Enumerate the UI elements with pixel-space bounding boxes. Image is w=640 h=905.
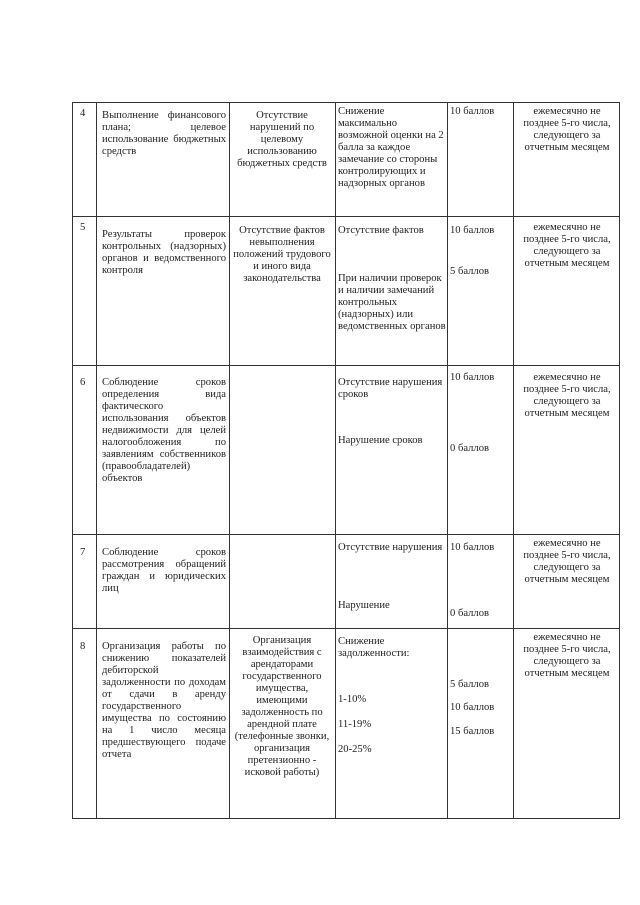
period-text: ежемесячно не позднее 5-го числа, следующего за отчетным месяцем (523, 372, 611, 419)
row-number: 8 (80, 641, 86, 652)
condition-text: Отсутствие фактов невыполнения положений трудового и иного вида законодательства (233, 225, 331, 284)
indicator-text: 11-19% (338, 719, 372, 730)
score-value: 0 баллов (450, 608, 490, 619)
score-value: 10 баллов (450, 106, 495, 117)
period-text: ежемесячно не позднее 5-го числа, следующего за отчетным месяцем (523, 538, 611, 585)
score-value: 10 баллов (450, 225, 495, 236)
indicator-text: Снижение задолженности: (338, 636, 410, 659)
table-row (72, 628, 620, 818)
table-row (72, 102, 620, 216)
score-value: 5 баллов (450, 266, 490, 277)
row-divider (72, 818, 620, 819)
indicator-text: Отсутствие нарушения (338, 542, 443, 553)
indicator-text: Снижение максимально возможной оценки на 2 балла за каждое замечание со стороны контролирующих и надзорных органов (338, 106, 444, 189)
score-value: 10 баллов (450, 702, 495, 713)
criterion-text: Соблюдение сроков определения вида фактического использования объектов недвижимости для целей налогообложения по заявлениям собственников (правообладателей) объектов (102, 377, 226, 484)
criterion-text: Выполнение финансового плана; целевое использование бюджетных средств (102, 110, 226, 157)
indicator-text: 1-10% (338, 694, 367, 705)
condition-text: Отсутствие нарушений по целевому использованию бюджетных средств (237, 110, 327, 169)
indicator-text: 20-25% (338, 744, 372, 755)
indicator-text: При наличии проверок и наличии замечаний контрольных (надзорных) или ведомственных органов (338, 273, 446, 332)
condition-text: Организация взаимодействия с арендаторами государственного имущества, имеющими задолженность по арендной плате (телефонные звонки, организация претензионно - исковой работы) (234, 635, 330, 778)
indicator-text: Нарушение (338, 600, 390, 611)
period-text: ежемесячно не позднее 5-го числа, следующего за отчетным месяцем (523, 222, 611, 269)
score-value: 10 баллов (450, 542, 495, 553)
table-row (72, 365, 620, 534)
row-number: 6 (80, 377, 86, 388)
row-number: 7 (80, 547, 86, 558)
criterion-text: Результаты проверок контрольных (надзорных) органов и ведомственного контроля (102, 229, 226, 276)
score-value: 10 баллов (450, 372, 495, 383)
score-value: 5 баллов (450, 679, 490, 690)
row-number: 4 (80, 108, 86, 119)
period-text: ежемесячно не позднее 5-го числа, следующего за отчетным месяцем (523, 632, 611, 679)
score-value: 15 баллов (450, 726, 495, 737)
table-row (72, 216, 620, 365)
indicator-text: Отсутствие нарушения сроков (338, 377, 443, 400)
document-table (72, 102, 620, 818)
row-number: 5 (80, 222, 86, 233)
period-text: ежемесячно не позднее 5-го числа, следующего за отчетным месяцем (523, 106, 611, 153)
indicator-text: Нарушение сроков (338, 435, 423, 446)
score-value: 0 баллов (450, 443, 490, 454)
indicator-text: Отсутствие фактов (338, 225, 424, 236)
criterion-text: Соблюдение сроков рассмотрения обращений граждан и юридических лиц (102, 547, 226, 594)
table-row (72, 534, 620, 628)
criterion-text: Организация работы по снижению показателей дебиторской задолженности по доходам от сдачи в аренду государственного имущества по состоянию на 1 число месяца предшествующего подаче отчета (102, 641, 226, 760)
